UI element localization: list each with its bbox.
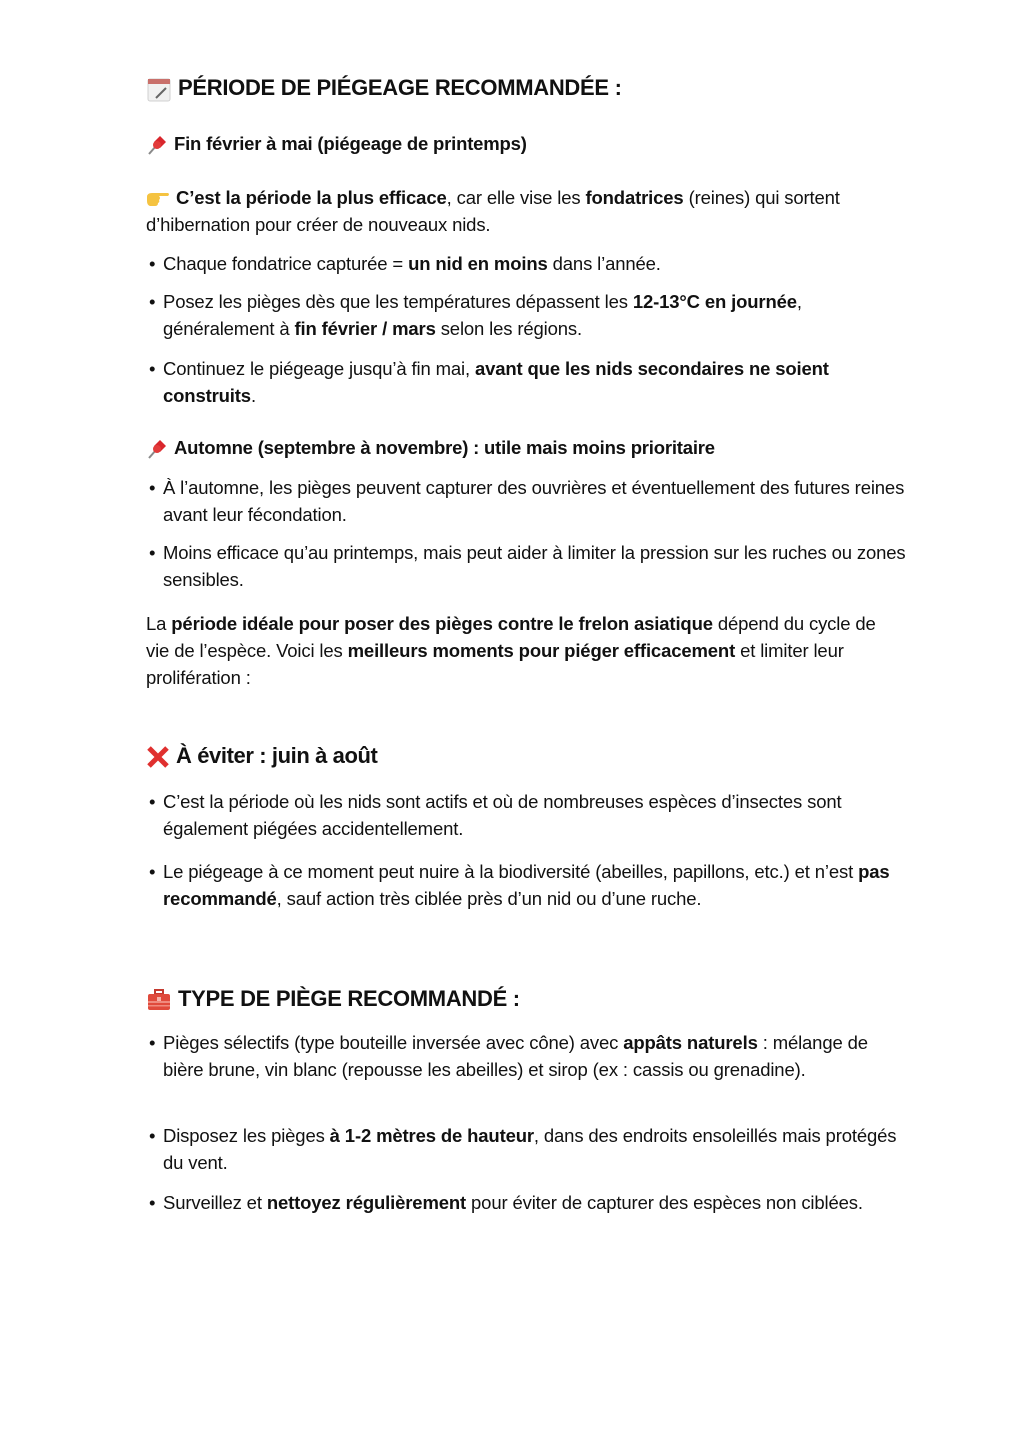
spring-heading-text: Fin février à mai (piégeage de printemps) bbox=[174, 133, 527, 154]
section-title-period bbox=[146, 74, 906, 102]
pushpin-icon bbox=[146, 438, 168, 460]
cross-mark-icon bbox=[146, 745, 170, 769]
autumn-heading-text: Automne (septembre à novembre) : utile mais moins prioritaire bbox=[174, 437, 715, 458]
list-item: • Chaque fondatrice capturée = un nid en moins dans l’année. bbox=[149, 253, 661, 274]
list-item: • Moins efficace qu’au printemps, mais peut aider à limiter la pression sur les ruches ou zones sensibles. bbox=[149, 542, 906, 590]
list-item: • Posez les pièges dès que les températures dépassent les 12-13°C en journée, généralement à fin février / mars selon les régions. bbox=[149, 291, 802, 339]
spring-heading bbox=[146, 131, 906, 157]
avoid-heading-text: À éviter : juin à août bbox=[176, 743, 378, 768]
section-title-text: TYPE DE PIÈGE RECOMMANDÉ : bbox=[178, 986, 520, 1011]
list-item: • Le piégeage à ce moment peut nuire à la biodiversité (abeilles, papillons, etc.) et n’est pas recommandé, sauf action très ciblée près d’un nid ou d’une ruche. bbox=[149, 861, 890, 909]
list-item: • Disposez les pièges à 1-2 mètres de hauteur, dans des endroits ensoleillés mais protégés du vent. bbox=[149, 1125, 897, 1173]
list-item: • À l’automne, les pièges peuvent capturer des ouvrières et éventuellement des futures reines avant leur fécondation. bbox=[149, 477, 905, 525]
autumn-heading bbox=[146, 435, 906, 461]
list-item: • Pièges sélectifs (type bouteille inversée avec cône) avec appâts naturels : mélange de bière brune, vin blanc (repousse les abeilles) et sirop (ex : cassis ou grenadine). bbox=[149, 1032, 868, 1080]
list-item: • Surveillez et nettoyez régulièrement pour éviter de capturer des espèces non ciblées. bbox=[149, 1192, 863, 1213]
pointing-hand-icon bbox=[146, 191, 170, 207]
spring-intro: C’est la période la plus efficace, car elle vise les fondatrices (reines) qui sortent d’hibernation pour créer de nouveaux nids. bbox=[146, 187, 840, 235]
section-title-text: PÉRIODE DE PIÉGEAGE RECOMMANDÉE : bbox=[178, 75, 622, 100]
avoid-heading bbox=[146, 742, 906, 770]
calendar-icon bbox=[146, 76, 172, 102]
toolbox-icon bbox=[146, 988, 172, 1012]
list-item: • Continuez le piégeage jusqu’à fin mai, avant que les nids secondaires ne soient construits. bbox=[149, 358, 829, 406]
list-item: • C’est la période où les nids sont actifs et où de nombreuses espèces d’insectes sont également piégées accidentellement. bbox=[149, 791, 842, 839]
pushpin-icon bbox=[146, 134, 168, 156]
intro-paragraph: La période idéale pour poser des pièges contre le frelon asiatique dépend du cycle de vie de l’espèce. Voici les meilleurs moments pour piéger efficacement et limiter leur prolifération : bbox=[146, 613, 876, 688]
section-title-trap-type bbox=[146, 985, 906, 1013]
